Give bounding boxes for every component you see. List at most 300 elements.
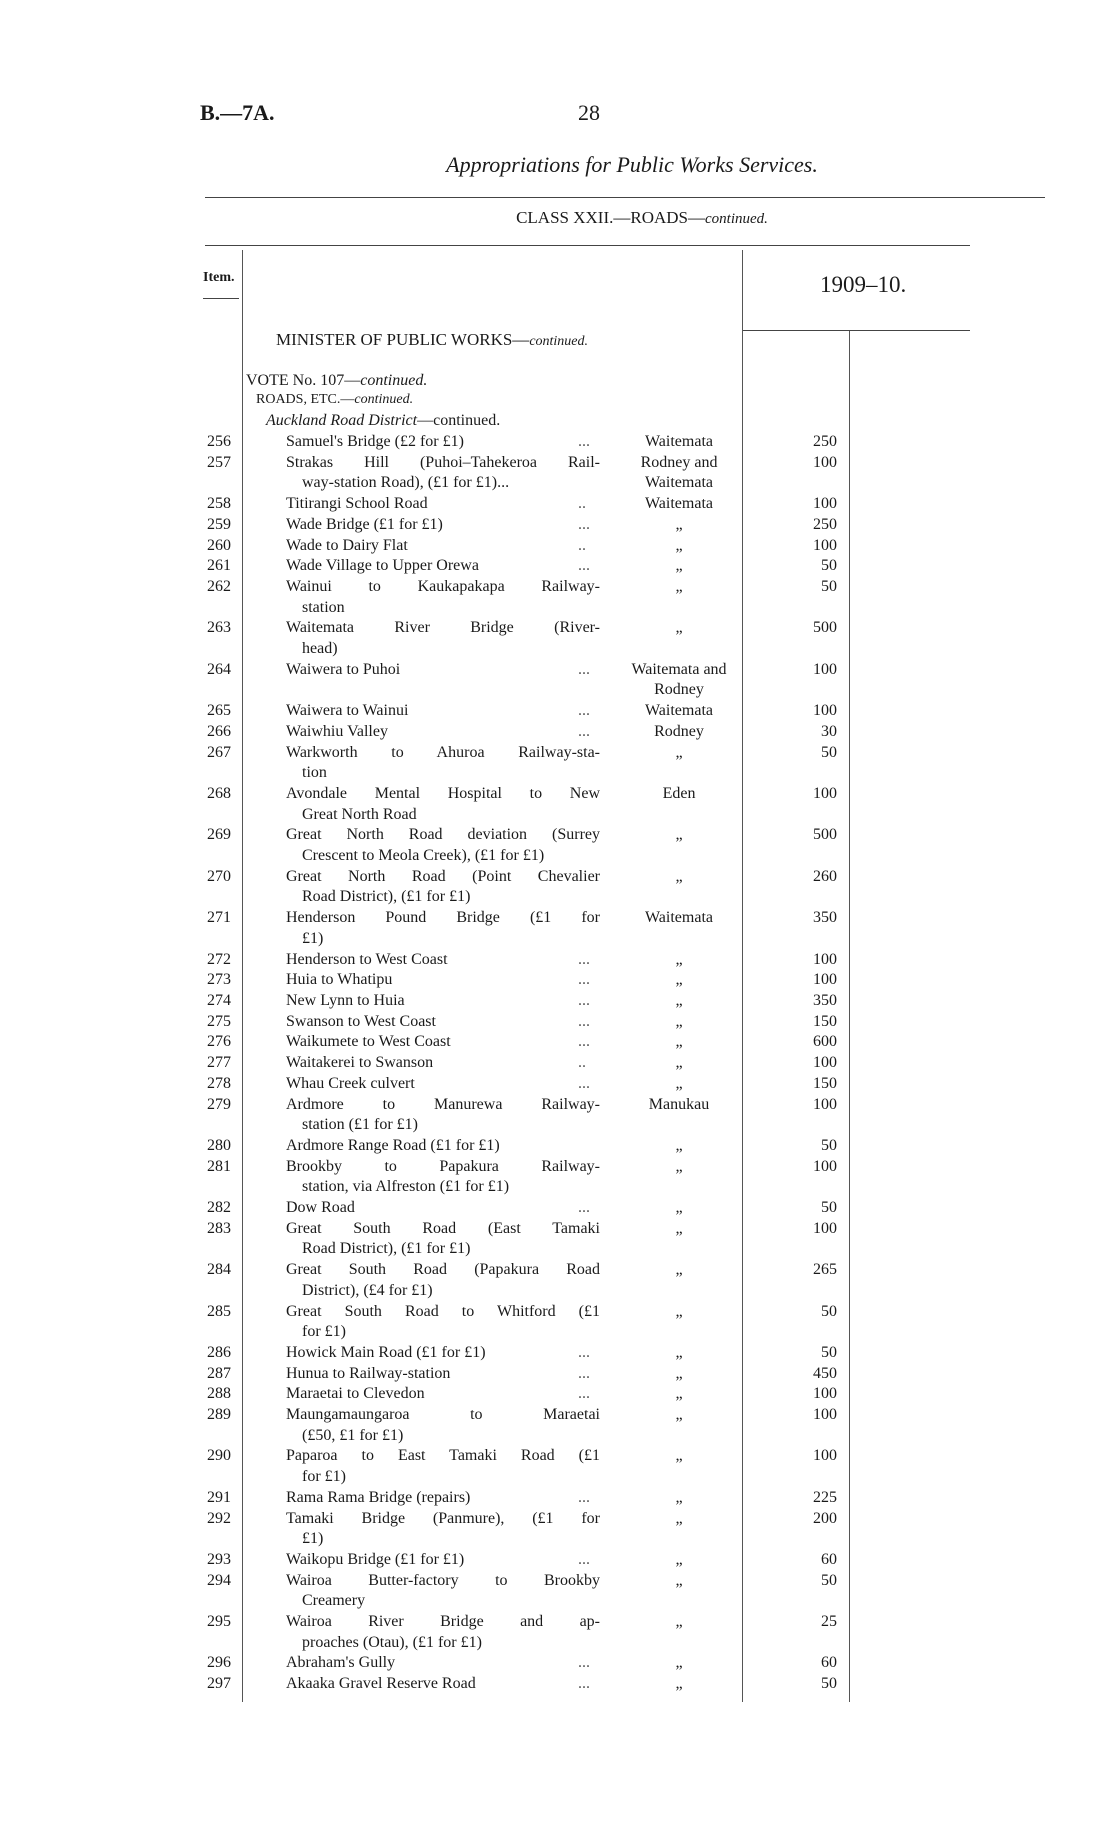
item-number: 287 bbox=[207, 1364, 231, 1382]
item-description bbox=[286, 1260, 600, 1301]
electoral-district: „ bbox=[675, 1136, 683, 1154]
table-row bbox=[0, 660, 1114, 701]
item-number: 256 bbox=[207, 433, 231, 450]
table-row bbox=[0, 494, 1114, 515]
divider bbox=[203, 298, 239, 299]
item-description bbox=[286, 432, 600, 453]
description-line: Huia to Whatipu bbox=[286, 971, 393, 989]
item-description bbox=[286, 1053, 600, 1074]
table-row bbox=[0, 991, 1114, 1012]
description-line: Akaaka Gravel Reserve Road bbox=[286, 1675, 476, 1693]
item-number: 258 bbox=[207, 495, 231, 513]
item-description bbox=[286, 1405, 600, 1446]
description-line: (£50, £1 for £1) bbox=[302, 1426, 404, 1444]
description-line: Waikopu Bridge (£1 for £1) bbox=[286, 1550, 465, 1568]
item-number: 269 bbox=[207, 826, 231, 844]
electoral-district: Waitemata and Rodney bbox=[631, 660, 727, 699]
item-number: 278 bbox=[207, 1074, 231, 1092]
leader-dots: ... bbox=[578, 722, 590, 740]
item-number: 297 bbox=[207, 1675, 231, 1693]
amount: 100 bbox=[813, 702, 837, 720]
electoral-district: Waitemata bbox=[644, 909, 713, 927]
item-number: 257 bbox=[207, 453, 231, 471]
item-description bbox=[286, 908, 600, 949]
item-description bbox=[286, 1488, 600, 1509]
amount: 600 bbox=[813, 1033, 837, 1051]
item-number: 276 bbox=[207, 1033, 231, 1051]
item-description bbox=[286, 970, 600, 991]
leader-dots: ... bbox=[578, 1550, 590, 1568]
item-number: 296 bbox=[207, 1654, 231, 1672]
district-heading: Auckland Road District—continued. bbox=[266, 412, 501, 429]
amount: 50 bbox=[821, 1302, 837, 1320]
description-line: Dow Road bbox=[286, 1199, 355, 1217]
description-line: Great North Road bbox=[302, 805, 417, 823]
amount: 50 bbox=[821, 1675, 837, 1693]
amount: 100 bbox=[813, 971, 837, 989]
description-line: Hunua to Railway-station bbox=[286, 1364, 451, 1382]
leader-dots: ... bbox=[578, 950, 590, 968]
description-line: Warkworth to Ahuroa Railway-sta- bbox=[286, 743, 600, 761]
item-number: 268 bbox=[207, 784, 231, 802]
item-number: 286 bbox=[207, 1343, 231, 1361]
electoral-district: „ bbox=[675, 1550, 683, 1568]
description-line: Wairoa Butter-factory to Brookby bbox=[286, 1571, 600, 1589]
item-description bbox=[286, 1509, 600, 1550]
table-row bbox=[0, 1136, 1114, 1157]
item-number: 283 bbox=[207, 1219, 231, 1237]
item-description bbox=[286, 1095, 600, 1136]
description-line: way-station Road), (£1 for £1)... bbox=[302, 474, 510, 492]
amount: 265 bbox=[813, 1261, 837, 1279]
item-number: 279 bbox=[207, 1095, 231, 1113]
table-row bbox=[0, 577, 1114, 618]
year-column-header: 1909–10. bbox=[820, 272, 907, 297]
amount: 250 bbox=[813, 515, 837, 533]
item-number: 288 bbox=[207, 1385, 231, 1403]
amount: 450 bbox=[813, 1364, 837, 1382]
description-line: £1) bbox=[302, 929, 324, 947]
item-number: 281 bbox=[207, 1157, 231, 1175]
amount: 100 bbox=[813, 536, 837, 554]
divider bbox=[743, 330, 970, 331]
amount: 50 bbox=[821, 1571, 837, 1589]
amount: 25 bbox=[821, 1613, 837, 1631]
item-description bbox=[286, 453, 600, 494]
item-description bbox=[286, 743, 600, 784]
table-row bbox=[0, 1198, 1114, 1219]
minister-heading: MINISTER OF PUBLIC WORKS—continued. bbox=[276, 330, 589, 349]
vote-heading: VOTE No. 107—continued. bbox=[246, 372, 428, 389]
divider bbox=[205, 197, 1045, 198]
item-number: 277 bbox=[207, 1054, 231, 1072]
item-description bbox=[286, 722, 600, 743]
description-line: Howick Main Road (£1 for £1) bbox=[286, 1343, 486, 1361]
table-row bbox=[0, 1446, 1114, 1487]
table-row bbox=[0, 970, 1114, 991]
item-description bbox=[286, 991, 600, 1012]
class-heading: CLASS XXII.—ROADS—continued. bbox=[516, 208, 768, 227]
description-line bbox=[286, 680, 600, 701]
divider bbox=[205, 245, 970, 246]
item-number: 274 bbox=[207, 991, 231, 1009]
description-line: Waiwhiu Valley bbox=[286, 722, 388, 740]
item-number: 266 bbox=[207, 722, 231, 740]
item-description bbox=[286, 1074, 600, 1095]
electoral-district: Waitemata bbox=[644, 433, 713, 450]
item-number: 262 bbox=[207, 577, 231, 595]
item-description bbox=[286, 1302, 600, 1343]
item-description bbox=[286, 1446, 600, 1487]
electoral-district: „ bbox=[675, 536, 683, 554]
item-description bbox=[286, 1653, 600, 1674]
item-description bbox=[286, 1612, 600, 1653]
table-row bbox=[0, 1343, 1114, 1364]
electoral-district: Rodney and Waitemata bbox=[640, 453, 718, 492]
table-row bbox=[0, 867, 1114, 908]
amount: 350 bbox=[813, 991, 837, 1009]
electoral-district: „ bbox=[675, 971, 683, 989]
amount: 200 bbox=[813, 1509, 837, 1527]
electoral-district: „ bbox=[675, 991, 683, 1009]
item-description bbox=[286, 1550, 600, 1571]
item-description bbox=[286, 618, 600, 659]
item-number: 260 bbox=[207, 536, 231, 554]
amount: 60 bbox=[821, 1550, 837, 1568]
leader-dots: ... bbox=[578, 1675, 590, 1693]
table-row bbox=[0, 908, 1114, 949]
electoral-district: „ bbox=[675, 1054, 683, 1072]
table-row bbox=[0, 1053, 1114, 1074]
item-number: 275 bbox=[207, 1012, 231, 1030]
item-description bbox=[286, 1219, 600, 1260]
description-line: Waiwera to Puhoi bbox=[286, 660, 401, 678]
item-description bbox=[286, 701, 600, 722]
electoral-district: „ bbox=[675, 1385, 683, 1403]
electoral-district: „ bbox=[675, 1074, 683, 1092]
item-description bbox=[286, 1571, 600, 1612]
table-row bbox=[0, 1488, 1114, 1509]
item-description bbox=[286, 1343, 600, 1364]
roads-heading: ROADS, ETC.—continued. bbox=[256, 392, 414, 407]
item-number: 259 bbox=[207, 515, 231, 533]
electoral-district: „ bbox=[675, 1364, 683, 1382]
description-line: New Lynn to Huia bbox=[286, 991, 405, 1009]
electoral-district: „ bbox=[675, 1302, 683, 1320]
table-row bbox=[0, 743, 1114, 784]
leader-dots: ... bbox=[578, 660, 590, 678]
leader-dots: ... bbox=[578, 991, 590, 1009]
item-description bbox=[286, 577, 600, 618]
leader-dots: ... bbox=[578, 1343, 590, 1361]
description-line: Brookby to Papakura Railway- bbox=[286, 1157, 600, 1175]
table-row bbox=[0, 618, 1114, 659]
item-number: 295 bbox=[207, 1613, 231, 1631]
electoral-district: „ bbox=[675, 1488, 683, 1506]
amount: 50 bbox=[821, 557, 837, 575]
electoral-district: Rodney bbox=[654, 722, 704, 740]
leader-dots: ... bbox=[578, 1033, 590, 1051]
amount: 50 bbox=[821, 1199, 837, 1217]
table-row bbox=[0, 722, 1114, 743]
description-line: for £1) bbox=[302, 1468, 346, 1486]
item-description bbox=[286, 556, 600, 577]
description-line: Crescent to Meola Creek), (£1 for £1) bbox=[302, 847, 545, 865]
electoral-district: „ bbox=[675, 1613, 683, 1631]
item-number: 273 bbox=[207, 971, 231, 989]
leader-dots: ... bbox=[578, 702, 590, 720]
leader-dots: ... bbox=[578, 971, 590, 989]
leader-dots: ... bbox=[578, 557, 590, 575]
description-line: Waitakerei to Swanson bbox=[286, 1054, 434, 1072]
item-number: 294 bbox=[207, 1571, 231, 1589]
item-column-header: Item. bbox=[203, 270, 235, 285]
description-line: Ardmore to Manurewa Railway- bbox=[286, 1095, 600, 1113]
description-line: station bbox=[302, 598, 345, 616]
description-line: District), (£4 for £1) bbox=[302, 1281, 433, 1299]
electoral-district: „ bbox=[675, 1199, 683, 1217]
description-line: Maraetai to Clevedon bbox=[286, 1385, 425, 1403]
electoral-district: „ bbox=[675, 1157, 683, 1175]
item-description bbox=[286, 1032, 600, 1053]
amount: 500 bbox=[813, 826, 837, 844]
amount: 100 bbox=[813, 1095, 837, 1113]
electoral-district: „ bbox=[675, 1447, 683, 1465]
item-description bbox=[286, 1364, 600, 1385]
table-row bbox=[0, 453, 1114, 494]
item-description bbox=[286, 1198, 600, 1219]
amount: 30 bbox=[821, 722, 837, 740]
item-number: 270 bbox=[207, 867, 231, 885]
table-row bbox=[0, 1032, 1114, 1053]
appropriations-table bbox=[0, 432, 1114, 1695]
item-description bbox=[286, 1674, 600, 1695]
table-row bbox=[0, 825, 1114, 866]
electoral-district: Waitemata bbox=[644, 495, 713, 513]
item-description bbox=[286, 825, 600, 866]
electoral-district: „ bbox=[675, 1654, 683, 1672]
leader-dots: .. bbox=[578, 1054, 586, 1072]
description-line: Wade Bridge (£1 for £1) bbox=[286, 515, 443, 533]
leader-dots: .. bbox=[578, 495, 586, 513]
description-line: for £1) bbox=[302, 1323, 346, 1341]
leader-dots: ... bbox=[578, 433, 590, 450]
table-row bbox=[0, 1302, 1114, 1343]
electoral-district: „ bbox=[675, 1261, 683, 1279]
description-line: Ardmore Range Road (£1 for £1) bbox=[286, 1136, 500, 1154]
description-line: Swanson to West Coast bbox=[286, 1012, 436, 1030]
table-row bbox=[0, 536, 1114, 557]
leader-dots: ... bbox=[578, 1488, 590, 1506]
leader-dots: ... bbox=[578, 1364, 590, 1382]
description-line: Wainui to Kaukapakapa Railway- bbox=[286, 577, 600, 595]
description-line: Strakas Hill (Puhoi–Tahekeroa Rail- bbox=[286, 453, 600, 471]
item-number: 284 bbox=[207, 1261, 231, 1279]
leader-dots: .. bbox=[578, 536, 586, 554]
table-row bbox=[0, 1095, 1114, 1136]
description-line: head) bbox=[302, 640, 338, 658]
electoral-district: Waitemata bbox=[644, 702, 713, 720]
table-row bbox=[0, 1509, 1114, 1550]
table-row bbox=[0, 701, 1114, 722]
page-title: Appropriations for Public Works Services. bbox=[446, 152, 818, 177]
table-row bbox=[0, 784, 1114, 825]
amount: 100 bbox=[813, 1219, 837, 1237]
leader-dots: ... bbox=[578, 1074, 590, 1092]
table-row bbox=[0, 515, 1114, 536]
amount: 100 bbox=[813, 784, 837, 802]
electoral-district: „ bbox=[675, 826, 683, 844]
amount: 100 bbox=[813, 453, 837, 471]
amount: 60 bbox=[821, 1654, 837, 1672]
description-line: Abraham's Gully bbox=[286, 1654, 396, 1672]
description-line: Waiwera to Wainui bbox=[286, 702, 409, 720]
electoral-district: „ bbox=[675, 1406, 683, 1424]
item-number: 290 bbox=[207, 1447, 231, 1465]
page-number: 28 bbox=[578, 100, 600, 125]
electoral-district: „ bbox=[675, 619, 683, 637]
item-description bbox=[286, 867, 600, 908]
leader-dots: ... bbox=[578, 1199, 590, 1217]
description-line: Titirangi School Road bbox=[286, 495, 428, 513]
description-line: Wade to Dairy Flat bbox=[286, 536, 408, 554]
electoral-district: „ bbox=[675, 1509, 683, 1527]
amount: 350 bbox=[813, 909, 837, 927]
amount: 50 bbox=[821, 577, 837, 595]
table-row bbox=[0, 556, 1114, 577]
electoral-district: „ bbox=[675, 1675, 683, 1693]
description-line: station, via Alfreston (£1 for £1) bbox=[302, 1178, 510, 1196]
description-line: Great North Road deviation (Surrey bbox=[286, 826, 600, 844]
electoral-district: „ bbox=[675, 950, 683, 968]
item-number: 285 bbox=[207, 1302, 231, 1320]
amount: 100 bbox=[813, 1157, 837, 1175]
description-line: Tamaki Bridge (Panmure), (£1 for bbox=[286, 1509, 600, 1527]
table-row bbox=[0, 1571, 1114, 1612]
description-line: Waitemata River Bridge (River- bbox=[286, 619, 600, 637]
amount: 50 bbox=[821, 743, 837, 761]
item-description bbox=[286, 494, 600, 515]
amount: 100 bbox=[813, 1385, 837, 1403]
item-number: 261 bbox=[207, 557, 231, 575]
item-description bbox=[286, 1384, 600, 1405]
item-description bbox=[286, 536, 600, 557]
electoral-district: „ bbox=[675, 515, 683, 533]
table-row bbox=[0, 1012, 1114, 1033]
description-line: Henderson to West Coast bbox=[286, 950, 448, 968]
table-row bbox=[0, 1550, 1114, 1571]
amount: 100 bbox=[813, 495, 837, 513]
item-number: 271 bbox=[207, 909, 231, 927]
description-line: Whau Creek culvert bbox=[286, 1074, 415, 1092]
item-number: 289 bbox=[207, 1406, 231, 1424]
description-line: Wade Village to Upper Orewa bbox=[286, 557, 479, 575]
item-description bbox=[286, 950, 600, 971]
description-line: Maungamaungaroa to Maraetai bbox=[286, 1406, 600, 1424]
description-line: station (£1 for £1) bbox=[302, 1116, 418, 1134]
leader-dots: ... bbox=[578, 1654, 590, 1672]
item-number: 264 bbox=[207, 660, 231, 678]
table-row bbox=[0, 1674, 1114, 1695]
description-line: Road District), (£1 for £1) bbox=[302, 1240, 471, 1258]
description-line: Paparoa to East Tamaki Road (£1 bbox=[286, 1447, 600, 1465]
table-row bbox=[0, 1219, 1114, 1260]
leader-dots: ... bbox=[578, 515, 590, 533]
table-row bbox=[0, 1405, 1114, 1446]
amount: 100 bbox=[813, 950, 837, 968]
amount: 225 bbox=[813, 1488, 837, 1506]
description-line: Great North Road (Point Chevalier bbox=[286, 867, 600, 885]
item-number: 280 bbox=[207, 1136, 231, 1154]
amount: 150 bbox=[813, 1012, 837, 1030]
electoral-district: „ bbox=[675, 557, 683, 575]
table-row bbox=[0, 1074, 1114, 1095]
description-line: Creamery bbox=[302, 1592, 366, 1610]
item-number: 265 bbox=[207, 702, 231, 720]
table-row bbox=[0, 950, 1114, 971]
amount: 50 bbox=[821, 1343, 837, 1361]
electoral-district: „ bbox=[675, 577, 683, 595]
item-number: 267 bbox=[207, 743, 231, 761]
table-row bbox=[0, 1384, 1114, 1405]
leader-dots: ... bbox=[578, 1385, 590, 1403]
table-row bbox=[0, 1364, 1114, 1385]
amount: 500 bbox=[813, 619, 837, 637]
amount: 260 bbox=[813, 867, 837, 885]
description-line: Rama Rama Bridge (repairs) bbox=[286, 1488, 471, 1506]
description-line: tion bbox=[302, 764, 327, 782]
electoral-district: „ bbox=[675, 743, 683, 761]
description-line: Road District), (£1 for £1) bbox=[302, 888, 471, 906]
item-number: 292 bbox=[207, 1509, 231, 1527]
electoral-district: Eden bbox=[662, 784, 696, 802]
amount: 100 bbox=[813, 1447, 837, 1465]
table-row bbox=[0, 1260, 1114, 1301]
item-description bbox=[286, 1157, 600, 1198]
item-description bbox=[286, 515, 600, 536]
amount: 100 bbox=[813, 660, 837, 678]
electoral-district: „ bbox=[675, 1033, 683, 1051]
item-description bbox=[286, 1136, 600, 1157]
description-line: Great South Road (Papakura Road bbox=[286, 1261, 600, 1279]
item-description bbox=[286, 660, 600, 701]
electoral-district: „ bbox=[675, 1219, 683, 1237]
description-line: Samuel's Bridge (£2 for £1) bbox=[286, 433, 464, 450]
item-number: 291 bbox=[207, 1488, 231, 1506]
electoral-district: „ bbox=[675, 1571, 683, 1589]
description-line: £1) bbox=[302, 1530, 324, 1548]
table-row bbox=[0, 432, 1114, 453]
amount: 250 bbox=[813, 433, 837, 450]
table-row bbox=[0, 1653, 1114, 1674]
item-number: 293 bbox=[207, 1550, 231, 1568]
description-line: Avondale Mental Hospital to New bbox=[286, 784, 600, 802]
document-reference: B.—7A. bbox=[200, 100, 275, 125]
electoral-district: „ bbox=[675, 867, 683, 885]
electoral-district: „ bbox=[675, 1012, 683, 1030]
description-line: Henderson Pound Bridge (£1 for bbox=[286, 909, 600, 927]
amount: 100 bbox=[813, 1406, 837, 1424]
amount: 100 bbox=[813, 1054, 837, 1072]
electoral-district: „ bbox=[675, 1343, 683, 1361]
electoral-district: Manukau bbox=[648, 1095, 710, 1113]
item-number: 272 bbox=[207, 950, 231, 968]
description-line: proaches (Otau), (£1 for £1) bbox=[302, 1633, 482, 1651]
description-line: Great South Road to Whitford (£1 bbox=[286, 1302, 600, 1320]
leader-dots: ... bbox=[578, 1012, 590, 1030]
table-row bbox=[0, 1612, 1114, 1653]
amount: 150 bbox=[813, 1074, 837, 1092]
